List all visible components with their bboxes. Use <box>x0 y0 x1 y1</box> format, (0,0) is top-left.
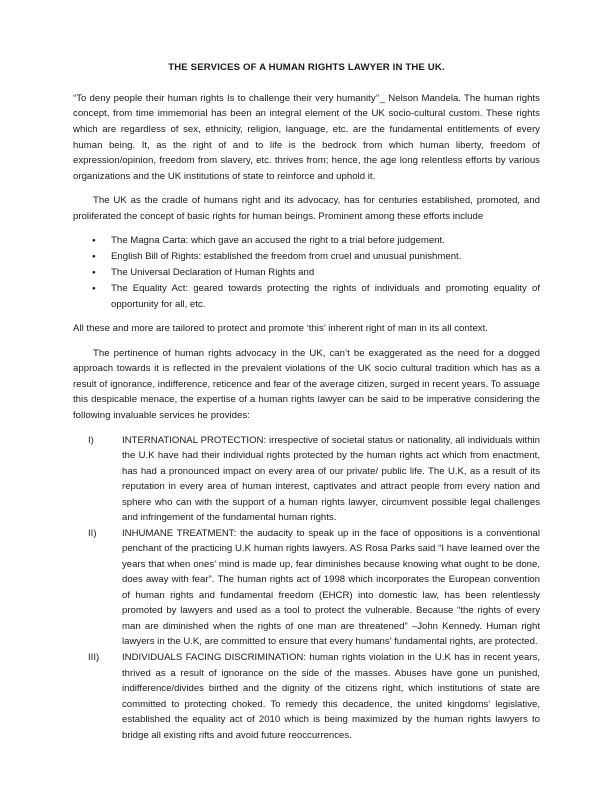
list-item-text: INTERNATIONAL PROTECTION: irrespective of societal status or nationality, all individuals within the U.K have had their individual rights protected by the human rights act which from enactment, has had a pronounced impact on every area of our private/ public life. The U.K, as a result of its reputation in every area of human interest, captivates and attract people from every nation and sphere who can with the support of a human rights lawyer, circumvent possible legal challenges and infringement of the fundamental human rights. <box>122 434 540 524</box>
services-roman-list <box>73 433 540 744</box>
list-item: ● The Magna Carta: which gave an accused the right to a trial before judgement. <box>73 233 540 249</box>
list-item: ● English Bill of Rights: established the freedom from cruel and unusual punishment. <box>73 249 540 265</box>
page-title: THE SERVICES OF A HUMAN RIGHTS LAWYER IN THE UK. <box>168 62 445 73</box>
list-item-text: INDIVIDUALS FACING DISCRIMINATION: human rights violation in the U.K has in recent years, thrived as a result of ignorance on the side of the masses. Abuses have gone un punished, indifference/divides birthed and the dignity of the citizens right, which institutions of state are committed to protecting choked. To remedy this decadence, the united kingdoms’ legislative, established the equality act of 2010 which is being maximized by the human rights lawyers to bridge all existing rifts and avoid future reoccurrences. <box>122 651 540 741</box>
list-item: ● The Equality Act: geared towards protecting the rights of individuals and promoting equality of opportunity for all, etc. <box>73 281 540 312</box>
list-item-text: INHUMANE TREATMENT: the audacity to speak up in the face of oppositions is a conventional penchant of the practicing U.K human rights lawyers. AS Rosa Parks said “I have learned over the years that when ones’ mind is made up, fear diminishes because knowing what ought to be done, does away with fear”. The human rights act of 1998 which incorporates the European convention of human rights and fundamental freedom (EHCR) into domestic law, has been relentlessly promoted by lawyers and used as a tool to protect the vulnerable. Because “the rights of every man are diminished when the rights of one man are threatened” –John Kennedy. Human right lawyers in the U.K, are committed to ensure that every humans’ fundamental rights, are protected. <box>122 527 540 648</box>
list-item <box>73 433 540 526</box>
paragraph-all-these: All these and more are tailored to protect and promote ‘this’ inherent right of man in its all context. <box>73 323 488 335</box>
list-item: ● The Universal Declaration of Human Rights and <box>73 265 540 281</box>
paragraph-intro: “To deny people their human rights Is to challenge their very humanity’’_ Nelson Mandela. The human rights concept, from time immemorial has been an integral element of the UK socio-cultural custom. These rights which are regardless of sex, ethnicity, religion, language, etc. are the fundamental entitlements of every human being. It, as the right of and to life is the bedrock from which human liberty, freedom of expression/opinion, freedom from slavery, etc. thrives from; hence, the age long relentless efforts by various organizations and the UK institutions of state to reinforce and uphold it. <box>73 92 540 182</box>
list-marker: I) <box>88 434 94 446</box>
paragraph-cradle: The UK as the cradle of humans right and its advocacy, has for centuries established, promoted, and proliferated the concept of basic rights for human beings. Prominent among these efforts include <box>73 195 540 222</box>
list-item <box>73 650 540 743</box>
list-marker: III) <box>88 651 100 663</box>
efforts-bullet-list <box>73 233 540 312</box>
paragraph-pertinence: The pertinence of human rights advocacy in the UK, can’t be exaggerated as the need for a dogged approach towards it is reflected in the prevalent violations of the UK socio cultural tradition which has as a result of ignorance, indifference, reticence and fear of the average citizen, surged in recent years. To assuage this despicable menace, the expertise of a human rights lawyer can be said to be imperative considering the following invaluable services he provides: <box>73 347 540 421</box>
list-item <box>73 526 540 650</box>
list-marker: II) <box>88 527 97 539</box>
